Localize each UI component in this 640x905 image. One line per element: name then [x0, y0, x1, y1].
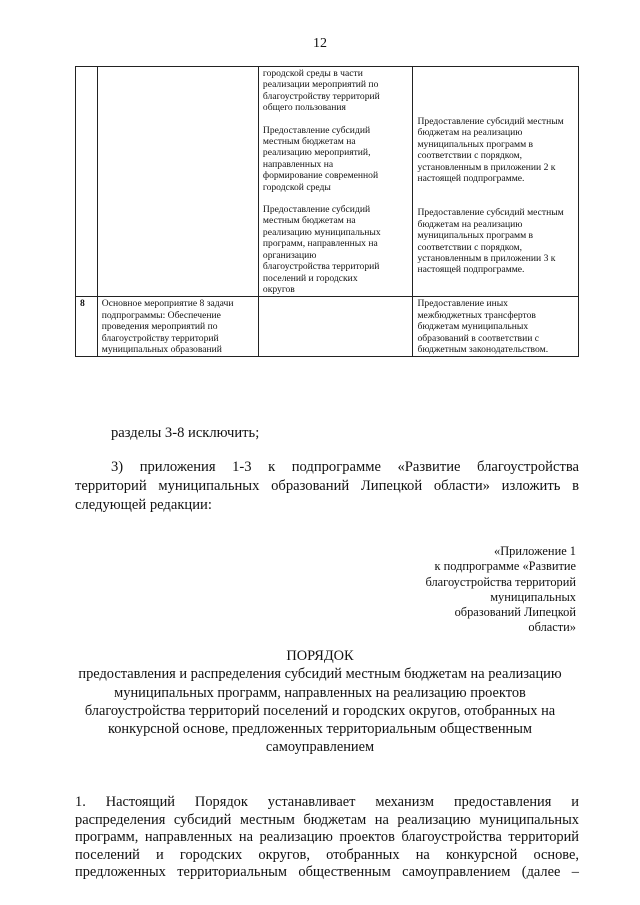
title-line: муниципальных программ, направленных на реализацию проектов: [114, 684, 526, 701]
cell-line: Предоставление иных: [417, 298, 508, 310]
cell-line: муниципальных программ в: [417, 138, 534, 150]
appendix-line: области»: [528, 620, 576, 635]
cell-line: округов: [262, 283, 295, 295]
cell-line: муниципальных программ в: [417, 230, 534, 242]
table-cell-mid: [258, 297, 413, 357]
sections-removal-line: разделы 3-8 исключить;: [111, 425, 260, 441]
measures-table: [75, 66, 579, 357]
cell-spacer: [417, 195, 574, 207]
table-row: [76, 297, 579, 357]
cell-line: организацию: [262, 249, 317, 261]
title-line: предоставления и распределения субсидий местным бюджетам на реализацию: [78, 666, 562, 683]
mid-block-2: [263, 125, 409, 193]
table-cell-name: [97, 297, 258, 357]
title-line: конкурсной основе, предложенных территориальным общественным: [107, 721, 533, 738]
cell-line: программ, направленных на: [262, 238, 378, 250]
cell-line: соответствии с порядком,: [417, 241, 523, 253]
cell-line: межбюджетных трансфертов: [417, 309, 536, 321]
item3-last-line: следующей редакции:: [75, 497, 212, 513]
table-cell-num: [76, 67, 98, 297]
paragraph-line: программ, направленных на реализацию проектов благоустройства территорий: [75, 829, 579, 846]
cell-line: Предоставление субсидий местным: [417, 116, 564, 127]
appendix-header: [376, 544, 576, 636]
cell-line: Предоставление субсидий: [262, 124, 371, 136]
cell-line: Предоставление субсидий: [262, 204, 371, 216]
title-heading: ПОРЯДОК: [286, 648, 354, 664]
cell-line: муниципальных образований: [101, 343, 222, 355]
title-line: самоуправлением: [265, 739, 375, 756]
cell-line: благоустройству территорий: [262, 90, 380, 102]
cell-spacer: [417, 68, 574, 116]
appendix-line: «Приложение 1: [494, 544, 576, 558]
cell-line: Предоставление субсидий местным: [417, 207, 564, 219]
cell-line: бюджетам на реализацию: [417, 127, 523, 139]
cell-line: проведения мероприятий по: [101, 321, 218, 333]
table-cell-right: [413, 297, 579, 357]
paragraph-line: распределения субсидий местным бюджетам на реализацию муниципальных: [75, 811, 579, 828]
table-row: [76, 67, 579, 297]
paragraph-line: предложенных территориальным общественным самоуправлением (далее –: [75, 864, 579, 881]
cell-line: реализацию мероприятий,: [262, 147, 371, 159]
page-number: 12: [313, 36, 327, 51]
cell-line: образований в соответствии с: [417, 332, 540, 344]
cell-line: настоящей подпрограмме.: [417, 264, 525, 276]
appendix-line: муниципальных: [490, 589, 576, 604]
paragraph-line: поселений и городских округов, отобранных на конкурсной основе,: [75, 846, 579, 863]
cell-line: бюджетам муниципальных: [417, 321, 529, 333]
cell-line: формирование современной: [262, 170, 379, 182]
mid-block-3: [263, 204, 409, 295]
cell-line: благоустройства территорий: [262, 261, 380, 273]
table-cell-right: [413, 67, 579, 297]
table-cell-num: 8: [76, 297, 98, 357]
item3-line: территорий муниципальных образований Липецкой области» изложить в: [75, 478, 579, 494]
cell-line: настоящей подпрограмме.: [417, 173, 525, 185]
paragraph-line: 1. Настоящий Порядок устанавливает механизм предоставления и: [75, 794, 579, 810]
cell-line: соответствии с порядком,: [417, 150, 523, 162]
appendix-line: образований Липецкой: [454, 605, 576, 620]
item3-line: 3) приложения 1-3 к подпрограмме «Развитие благоустройства: [111, 459, 579, 475]
cell-line: благоустройству территорий: [101, 332, 219, 344]
table-cell-mid: [258, 67, 413, 297]
document-title: [60, 647, 580, 757]
cell-line: местным бюджетам на: [262, 215, 356, 227]
cell-line: общего пользования: [262, 102, 346, 114]
cell-line: бюджетным законодательством.: [417, 343, 549, 355]
cell-line: установленным в приложении 2 к: [417, 161, 556, 173]
cell-line: бюджетам на реализацию: [417, 218, 523, 230]
cell-line: реализации мероприятий по: [262, 79, 379, 91]
appendix-line: к подпрограмме «Развитие: [434, 559, 576, 574]
cell-line: городской среды: [262, 181, 331, 193]
right-block-2: [417, 207, 574, 275]
cell-line: поселений и городских: [262, 272, 358, 284]
cell-line: установленным в приложении 3 к: [417, 253, 556, 265]
cell-line: местным бюджетам на: [262, 136, 356, 148]
cell-line: подпрограммы: Обеспечение: [101, 309, 221, 321]
cell-line: реализацию муниципальных: [262, 226, 381, 238]
cell-line: направленных на: [262, 158, 334, 170]
mid-block-1: [263, 68, 409, 114]
appendix-line: благоустройства территорий: [425, 574, 576, 589]
paragraph-1: [75, 794, 579, 882]
title-line: благоустройства территорий поселений и городских округов, отобранных на: [84, 702, 556, 719]
cell-line: городской среды в части: [262, 68, 363, 79]
right-block-1: [417, 116, 574, 184]
cell-line: Основное мероприятие 8 задачи: [101, 298, 234, 310]
table-cell-name: [97, 67, 258, 297]
